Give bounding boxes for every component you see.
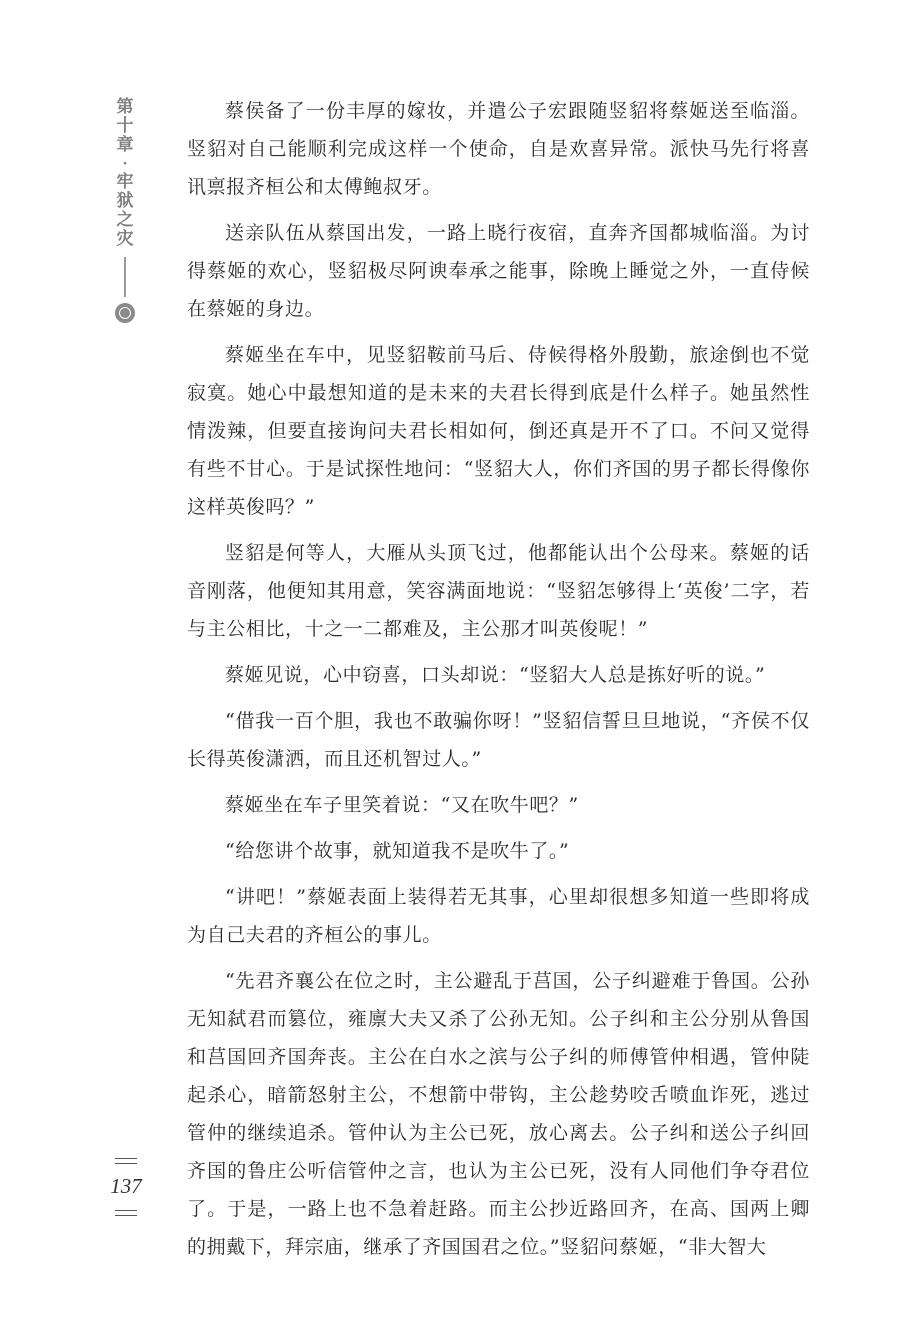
- paragraph: “讲吧！”蔡姬表面上装得若无其事，心里却很想多知道一些即将成为自己夫君的齐桓公的事儿。: [187, 886, 810, 946]
- chapter-divider-line: [124, 257, 126, 297]
- page-number-rule-bottom: [115, 1210, 137, 1216]
- chapter-sidebar: [108, 98, 142, 323]
- page-number-rule-top: [115, 1158, 137, 1164]
- page-body: [187, 92, 810, 1274]
- chapter-title-char: 第: [116, 97, 134, 117]
- chapter-title-char: 之: [116, 210, 134, 230]
- chapter-title-char: 灾: [116, 229, 134, 249]
- paragraph: “先君齐襄公在位之时，主公避乱于莒国，公子纠避难于鲁国。公孙无知弑君而篡位，雍廪大夫又杀了公孙无知。公子纠和主公分别从鲁国和莒国回齐国奔丧。主公在白水之滨与公子纠的师傅管仲相遇，管仲陡起杀心，暗箭怒射主公，不想箭中带钩，主公趁势咬舌喷血诈死，逃过管仲的继续追杀。管仲认为主公已死，放心离去。公子纠和送公子纠回齐国的鲁庄公听信管仲之言，也认为主公已死，没有人同他们争夺君位了。于是，一路上也不急着赶路。而主公抄近路回齐，在高、国两上卿的拥戴下，拜宗庙，继承了齐国国君之位。”竖貂问蔡姬，“非大智大: [187, 970, 810, 1258]
- page-number: 137: [110, 1174, 142, 1198]
- paragraph: 蔡姬坐在车中，见竖貂鞍前马后、侍候得格外殷勤，旅途倒也不觉寂寞。她心中最想知道的是未来的夫君长得到底是什么样子。她虽然性情泼辣，但要直接询问夫君长相如何，倒还真是开不了口。不问又觉得有些不甘心。于是试探性地问：“竖貂大人，你们齐国的男子都长得像你这样英俊吗？”: [187, 344, 810, 518]
- chapter-title-separator: ·: [122, 156, 128, 172]
- paragraph: “给您讲个故事，就知道我不是吹牛了。”: [225, 840, 570, 862]
- paragraph: 蔡姬见说，心中窃喜，口头却说：“竖貂大人总是拣好听的说。”: [225, 664, 766, 686]
- paragraph: 蔡姬坐在车子里笑着说：“又在吹牛吧？”: [225, 794, 579, 816]
- paragraph: 送亲队伍从蔡国出发，一路上晓行夜宿，直奔齐国都城临淄。为讨得蔡姬的欢心，竖貂极尽阿谀奉承之能事，除晚上睡觉之外，一直侍候在蔡姬的身边。: [187, 222, 810, 320]
- chapter-title-char: 章: [116, 135, 134, 155]
- paragraph: “借我一百个胆，我也不敢骗你呀！”竖貂信誓旦旦地说，“齐侯不仅长得英俊潇洒，而且还机智过人。”: [187, 710, 810, 770]
- chapter-title-char: 牢: [116, 172, 134, 192]
- paragraph: 竖貂是何等人，大雁从头顶飞过，他都能认出个公母来。蔡姬的话音刚落，他便知其用意，笑容满面地说：“竖貂怎够得上‘英俊’二字，若与主公相比，十之一二都难及，主公那才叫英俊呢！”: [187, 542, 810, 640]
- page-number-block: [106, 1158, 146, 1216]
- chapter-title-char: 十: [116, 116, 134, 136]
- chapter-title-char: 狱: [116, 191, 134, 211]
- seal-icon: [115, 303, 135, 323]
- paragraph: 蔡侯备了一份丰厚的嫁妆，并遣公子宏跟随竖貂将蔡姬送至临淄。竖貂对自己能顺利完成这样一个使命，自是欢喜异常。派快马先行将喜讯禀报齐桓公和太傅鲍叔牙。: [187, 100, 810, 198]
